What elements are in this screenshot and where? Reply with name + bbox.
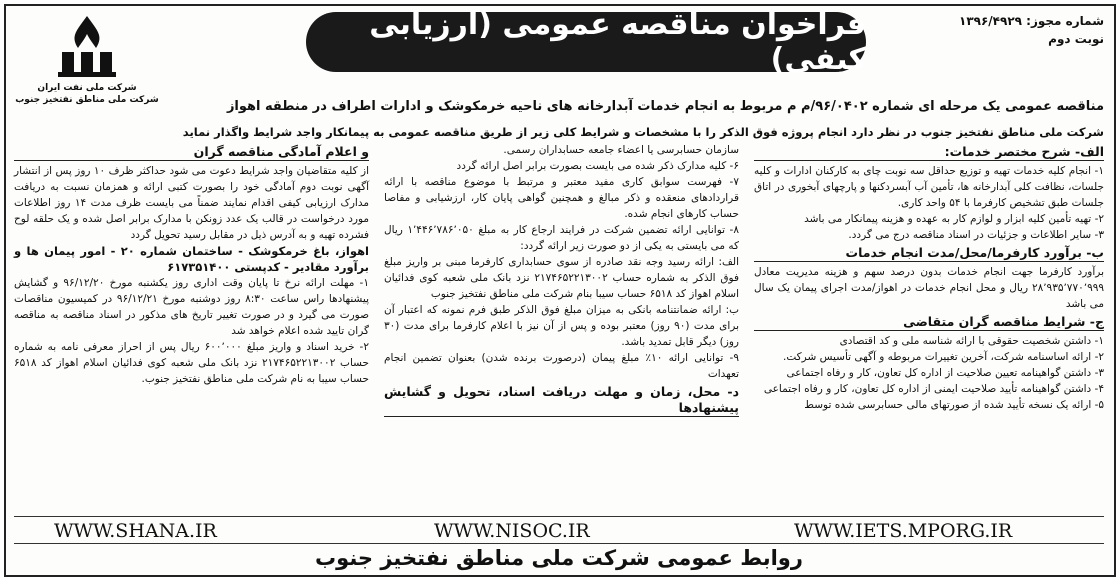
section-a-item-3: ۳- سایر اطلاعات و جزئیات در اسناد مناقصه درج می گردد.: [848, 229, 1104, 241]
section-d-item-2: ۲- خرید اسناد و واریز مبلغ ۶۰۰٬۰۰۰ ریال پس از احراز معرفی نامه به شماره حساب ۲۱۷۴۶۵۲۲۱۳۰۰۲ نزد بانک ملی شعبه کوی فدائیان اسلام اهواز کد ۶۵۱۸ حساب سیبا به نام شرکت ملی مناطق نفتخیز جنوب.: [14, 341, 370, 385]
section-c-item-5-cont: سازمان حسابرسی یا اعضاء جامعه حسابداران رسمی.: [503, 144, 739, 156]
title-banner: [306, 7, 866, 77]
section-c-item-9: ۹- توانایی ارائه ۱۰٪ مبلغ پیمان (درصورت برنده شدن) بعنوان تضمین انجام تعهدات: [384, 352, 739, 380]
tender-headline: مناقصه عمومی یک مرحله ای شماره ۹۶/۰۴۰۲/م م مربوط به انجام خدمات آبدارخانه های ناحیه خرمکوشک و ادارات اطراف در منطقه اهواز: [226, 99, 1104, 114]
page-title: فراخوان مناقصه عمومی (ارزیابی کیفی): [369, 7, 866, 77]
permit-number: شماره مجوز: ۱۳۹۶/۴۹۲۹: [959, 14, 1104, 28]
section-c-item-4: ۴- داشتن گواهینامه تأیید صلاحیت ایمنی از اداره کل تعاون، کار و رفاه اجتماعی: [763, 383, 1104, 395]
section-d-item-1: ۱- مهلت ارائه نرخ تا پایان وقت اداری روز یکشنبه مورخ ۹۶/۱۲/۲۰ و گشایش پیشنهادها راس ساعت ۸:۳۰ روز دوشنبه مورخ ۹۶/۱۲/۲۱ در کمیسیون مناقصات صورت می گیرد و در صورت تغییر تاریخ های مذکور در اسناد مناقصه به مناقصه گران تایید شده اعلام خواهد شد: [14, 277, 369, 337]
site-link-shana[interactable]: WWW.SHANA.IR: [54, 520, 217, 542]
section-a-item-1: ۱- انجام کلیه خدمات تهیه و توزیع حداقل سه نوبت چای به کارکنان ادارات و کلیه جلسات، نظافت کلی آبدارخانه ها، تأمین آب آبسردکنها و پارچهای آبخوری در اتاق جلسات طبق تشخیص کارفرما با ۵۴ واحد کاری.: [754, 165, 1104, 209]
column-right: [754, 142, 1104, 413]
section-d-title: د- محل، زمان و مهلت دریافت اسناد، تحویل و گشایش پیشنهادها: [384, 384, 739, 415]
section-c-item-5: ۵- ارائه یک نسخه تأیید شده از صورتهای مالی حسابرسی شده توسط: [804, 399, 1104, 411]
section-c-title: ج- شرایط مناقصه گران متقاضی: [754, 314, 1104, 331]
sites-divider: [14, 516, 1104, 517]
section-c-item-8a: الف: ارائه رسید وجه نقد صادره از سوی حسابداری کارفرما مبنی بر واریز مبلغ فوق الذکر به شماره حساب ۲۱۷۴۶۵۲۲۱۳۰۰۲ نزد بانک ملی شعبه کوی فدائیان اسلام اهواز کد ۶۵۱۸ حساب سیبا بنام شرکت ملی مناطق نفتخیز جنوب: [384, 256, 739, 300]
site-link-iets[interactable]: WWW.IETS.MPORG.IR: [794, 520, 1013, 542]
logo-line-2: شرکت ملی مناطق نفتخیز جنوب: [15, 95, 159, 105]
section-a-item-2: ۲- تهیه تأمین کلیه ابزار و لوازم کار به عهده و هزینه پیمانکار می باشد: [804, 213, 1104, 225]
section-c-item-1: ۱- داشتن شخصیت حقوقی با ارائه شناسه ملی و کد اقتصادی: [839, 335, 1104, 347]
tender-notice: [4, 4, 1116, 577]
section-c-item-2: ۲- ارائه اساسنامه شرکت، آخرین تغییرات مربوطه و آگهی تأسیس شرکت.: [783, 351, 1104, 363]
company-logo: [12, 12, 162, 122]
notice-meta: [959, 12, 1104, 48]
section-b-text: برآورد کارفرما جهت انجام خدمات بدون درصد سهم و هزینه مدیریت معادل ۲۸٬۹۳۵٬۷۷۰٬۹۹۹ ریال و محل انجام خدمات در اهواز/مدت اجرای پیمان یک سال می باشد: [754, 266, 1104, 310]
round-label: نوبت دوم: [1048, 32, 1104, 46]
public-relations-footer: روابط عمومی شرکت ملی مناطق نفتخیز جنوب: [315, 546, 803, 570]
section-c-item-3: ۳- داشتن گواهینامه تعیین صلاحیت از اداره کل تعاون، کار و رفاه اجتماعی: [786, 367, 1104, 379]
section-d-title-cont: و اعلام آمادگی مناقصه گران: [14, 144, 369, 161]
section-d-text-1: از کلیه متقاضیان واجد شرایط دعوت می شود حداکثر ظرف ۱۰ روز پس از انتشار آگهی نوبت دوم آمادگی خود را بصورت کتبی ارائه و همزمان نسبت به دریافت مدارک ارزیابی کیفی اقدام نمایند ضمناً می بایست ظرف مدت ۱۴ روز اطلاعات مورد درخواست در قالب یک عدد زونکن با مدارک برابر اصل شده و یک حلقه لوح فشرده تهیه و به آدرس ذیل در مقابل رسید تحویل گردد: [14, 165, 369, 241]
flame-logo-icon: [52, 12, 122, 82]
site-link-nisoc[interactable]: WWW.NISOC.IR: [434, 520, 590, 542]
logo-line-1: شرکت ملی نفت ایران: [37, 83, 137, 93]
tender-intro: شرکت ملی مناطق نفتخیز جنوب در نظر دارد انجام پروژه فوق الذکر را با مشخصات و شرایط کلی زیر از طریق مناقصه عمومی به پیمانکار واجد شرایط واگذار نماید: [182, 125, 1104, 139]
section-a-title: الف- شرح مختصر خدمات:: [754, 144, 1104, 161]
website-links: [14, 520, 1104, 540]
column-left: [14, 142, 369, 387]
section-c-item-8: ۸- توانایی ارائه تضمین شرکت در فرایند ارجاع کار به مبلغ ۱٬۴۴۶٬۷۸۶٬۰۵۰ ریال که می بایستی به یکی از دو صورت زیر ارائه گردد:: [384, 224, 739, 252]
section-c-item-7: ۷- فهرست سوابق کاری مفید معتبر و مرتبط با موضوع مناقصه با ارائه قراردادهای منعقده و ذکر مبالغ و همچنین گواهی پایان کار، ارزشیابی و مفاصا حساب کارهای انجام شده.: [384, 176, 739, 220]
footer-divider: [14, 543, 1104, 544]
section-b-title: ب- برآورد کارفرما/محل/مدت انجام خدمات: [754, 245, 1104, 262]
section-c-item-8b: ب: ارائه ضمانتنامه بانکی به میزان مبلغ فوق الذکر طبق فرم نمونه که اعتبار آن برای مدت (۹۰ روز) معتبر بوده و پس از آن نیز با اعلام کارفرما برای مدت (۳۰ روز) دیگر قابل تمدید باشد.: [384, 304, 739, 348]
section-d-address: اهواز، باغ خرمکوشک - ساختمان شماره ۲۰ - امور پیمان ها و برآورد مقادیر - کدپستی ۶۱۷۳۵۱۴۰۰: [14, 244, 369, 274]
section-c-item-6: ۶- کلیه مدارک ذکر شده می بایست بصورت برابر اصل ارائه گردد: [456, 160, 739, 172]
column-middle: [384, 142, 739, 419]
